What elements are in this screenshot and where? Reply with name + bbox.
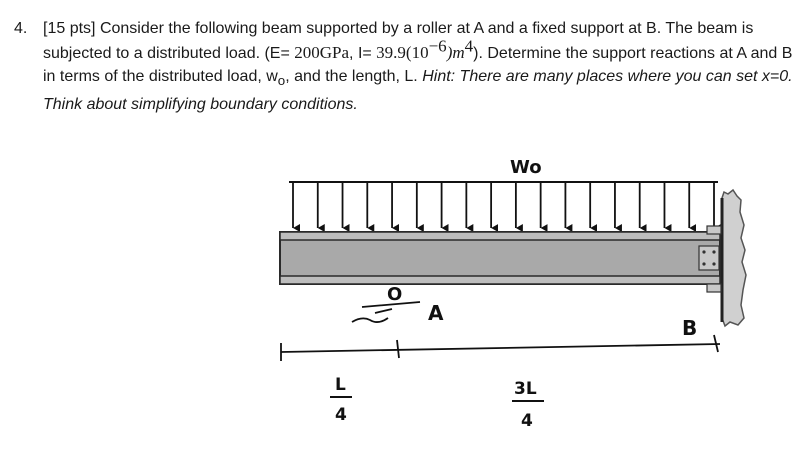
- bolt: [702, 262, 705, 265]
- e-value: 200GPa: [294, 42, 350, 62]
- i-unit: )m: [446, 42, 465, 62]
- fixed-wall: [722, 190, 746, 326]
- dim-right-numerator: 3L: [514, 379, 537, 399]
- distributed-load-arrows: [293, 183, 714, 228]
- bottom-bracket: [707, 284, 721, 292]
- end-plate: [699, 246, 719, 270]
- problem-number: 4.: [14, 20, 28, 37]
- dimension-line: [281, 344, 720, 352]
- bolt: [712, 250, 715, 253]
- problem-text-2: , I=: [349, 44, 377, 62]
- beam-top-flange: [280, 232, 720, 240]
- problem-text-3: ). Determine the support reactions at A and B in terms of the distributed load, w: [43, 44, 793, 85]
- problem-text-4: , and the length, L.: [285, 68, 423, 85]
- w-subscript: o: [277, 73, 286, 89]
- dim-right-denominator: 4: [521, 411, 533, 431]
- label-b: B: [682, 316, 698, 340]
- i-unit-exponent: 4: [464, 36, 474, 56]
- dimension-tick-mid: [397, 340, 399, 358]
- i-exponent: −6: [428, 36, 447, 56]
- dim-left-denominator: 4: [335, 405, 347, 425]
- beam-bottom-flange: [280, 276, 720, 284]
- dim-left-numerator: L: [335, 375, 346, 395]
- bolt: [702, 250, 705, 253]
- problem-hint: Hint: There are many places where you can set x=0. Think about simplifying boundary conditions.: [43, 68, 793, 113]
- load-label: Wo: [510, 157, 542, 178]
- origin-label: O: [387, 284, 403, 305]
- top-bracket: [707, 226, 721, 234]
- problem-points: [15 pts]: [43, 20, 96, 37]
- roller-sketch: [352, 302, 420, 322]
- i-value: 39.9(10: [376, 42, 429, 62]
- bolt: [712, 262, 715, 265]
- label-a: A: [428, 301, 444, 325]
- problem-text-1: Consider the following beam supported by a roller at A and a fixed support at B. The beam is subjected to a distributed load. (E=: [43, 20, 754, 62]
